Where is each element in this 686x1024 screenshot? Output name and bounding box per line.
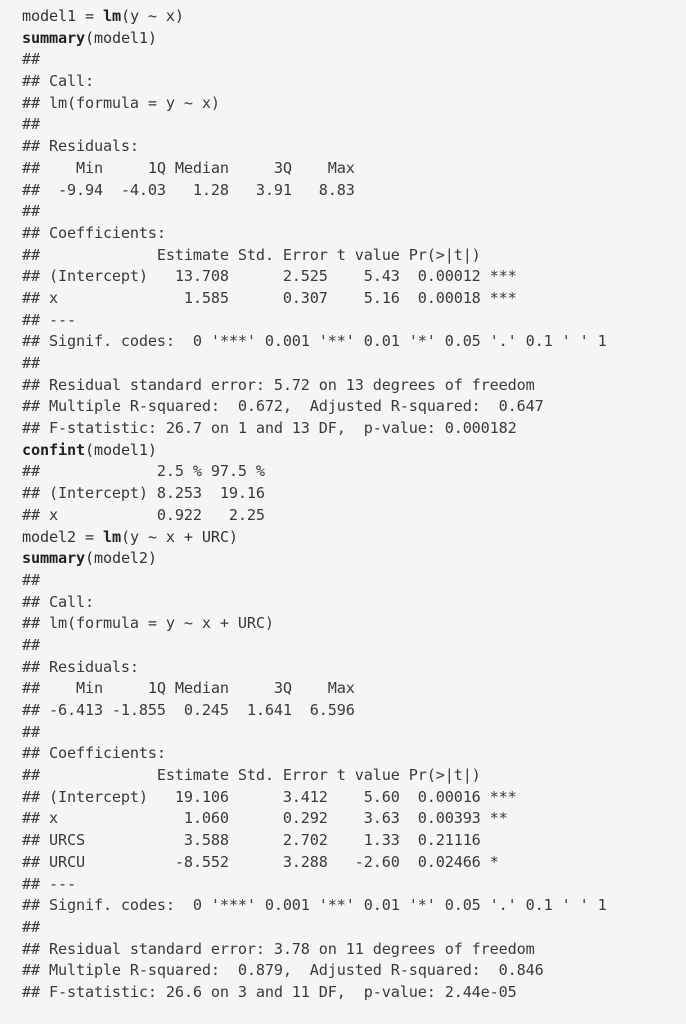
output-line: ## Min 1Q Median 3Q Max — [22, 679, 355, 698]
code-args: (model1) — [84, 28, 157, 47]
output-line: ## Multiple R-squared: 0.672, Adjusted R-squared: 0.647 — [22, 397, 544, 416]
output-line: ## — [22, 722, 40, 741]
output-line: ## — [22, 115, 40, 134]
output-line: ## lm(formula = y ~ x + URC) — [22, 614, 274, 633]
output-line: ## F-statistic: 26.7 on 1 and 13 DF, p-value: 0.000182 — [22, 419, 517, 438]
output-line: ## — [22, 202, 40, 221]
output-line: ## (Intercept) 13.708 2.525 5.43 0.00012 *** — [22, 267, 517, 286]
output-line: ## Coefficients: — [22, 223, 166, 242]
output-line: ## --- — [22, 310, 76, 329]
code-line-summary-model1 — [22, 28, 686, 50]
output-line: ## x 1.060 0.292 3.63 0.00393 ** — [22, 809, 508, 828]
output-line: ## F-statistic: 26.6 on 3 and 11 DF, p-value: 2.44e-05 — [22, 982, 517, 1001]
output-line: ## Multiple R-squared: 0.879, Adjusted R-squared: 0.846 — [22, 961, 544, 980]
code-args: (model1) — [84, 440, 157, 459]
output-line: ## Signif. codes: 0 '***' 0.001 '**' 0.01 '*' 0.05 '.' 0.1 ' ' 1 — [22, 332, 607, 351]
output-line: ## — [22, 570, 40, 589]
code-line-confint-model1 — [22, 440, 686, 462]
output-line: ## (Intercept) 19.106 3.412 5.60 0.00016 *** — [22, 787, 517, 806]
output-line: ## Residuals: — [22, 657, 139, 676]
output-line: ## Residuals: — [22, 137, 139, 156]
output-line: ## URCS 3.588 2.702 1.33 0.21116 — [22, 831, 481, 850]
output-line: ## x 1.585 0.307 5.16 0.00018 *** — [22, 288, 517, 307]
output-line: ## x 0.922 2.25 — [22, 505, 265, 524]
function-name: summary — [22, 549, 85, 568]
output-line: ## Estimate Std. Error t value Pr(>|t|) — [22, 245, 481, 264]
output-line: ## (Intercept) 8.253 19.16 — [22, 484, 265, 503]
code-args: (model2) — [84, 549, 157, 568]
output-line: ## Min 1Q Median 3Q Max — [22, 158, 355, 177]
output-line: ## Coefficients: — [22, 744, 166, 763]
output-line: ## -9.94 -4.03 1.28 3.91 8.83 — [22, 180, 355, 199]
function-name: lm — [102, 7, 121, 25]
output-line: ## Signif. codes: 0 '***' 0.001 '**' 0.01 '*' 0.05 '.' 0.1 ' ' 1 — [22, 896, 607, 915]
output-line: ## 2.5 % 97.5 % — [22, 462, 265, 481]
output-line: ## --- — [22, 874, 76, 893]
code-prefix: model1 = — [22, 7, 103, 25]
code-args: (y ~ x) — [120, 7, 184, 25]
code-args: (y ~ x + URC) — [120, 527, 238, 546]
output-line: ## lm(formula = y ~ x) — [22, 93, 220, 112]
output-line: ## Call: — [22, 592, 94, 611]
output-line: ## Residual standard error: 3.78 on 11 degrees of freedom — [22, 939, 535, 958]
code-line-model1-assign — [22, 6, 686, 28]
code-line-model2-assign — [22, 527, 686, 549]
function-name: confint — [22, 440, 85, 459]
output-line: ## — [22, 917, 40, 936]
code-prefix: model2 = — [22, 527, 103, 546]
output-line: ## URCU -8.552 3.288 -2.60 0.02466 * — [22, 852, 499, 871]
output-line: ## — [22, 354, 40, 372]
output-line: ## — [22, 635, 40, 654]
output-line: ## Residual standard error: 5.72 on 13 degrees of freedom — [22, 375, 535, 394]
output-line: ## Call: — [22, 72, 94, 91]
function-name: summary — [22, 28, 85, 47]
output-line: ## Estimate Std. Error t value Pr(>|t|) — [22, 766, 481, 785]
output-line: ## — [22, 50, 40, 69]
code-line-summary-model2 — [22, 548, 686, 570]
output-line: ## -6.413 -1.855 0.245 1.641 6.596 — [22, 701, 355, 719]
function-name: lm — [102, 527, 121, 546]
